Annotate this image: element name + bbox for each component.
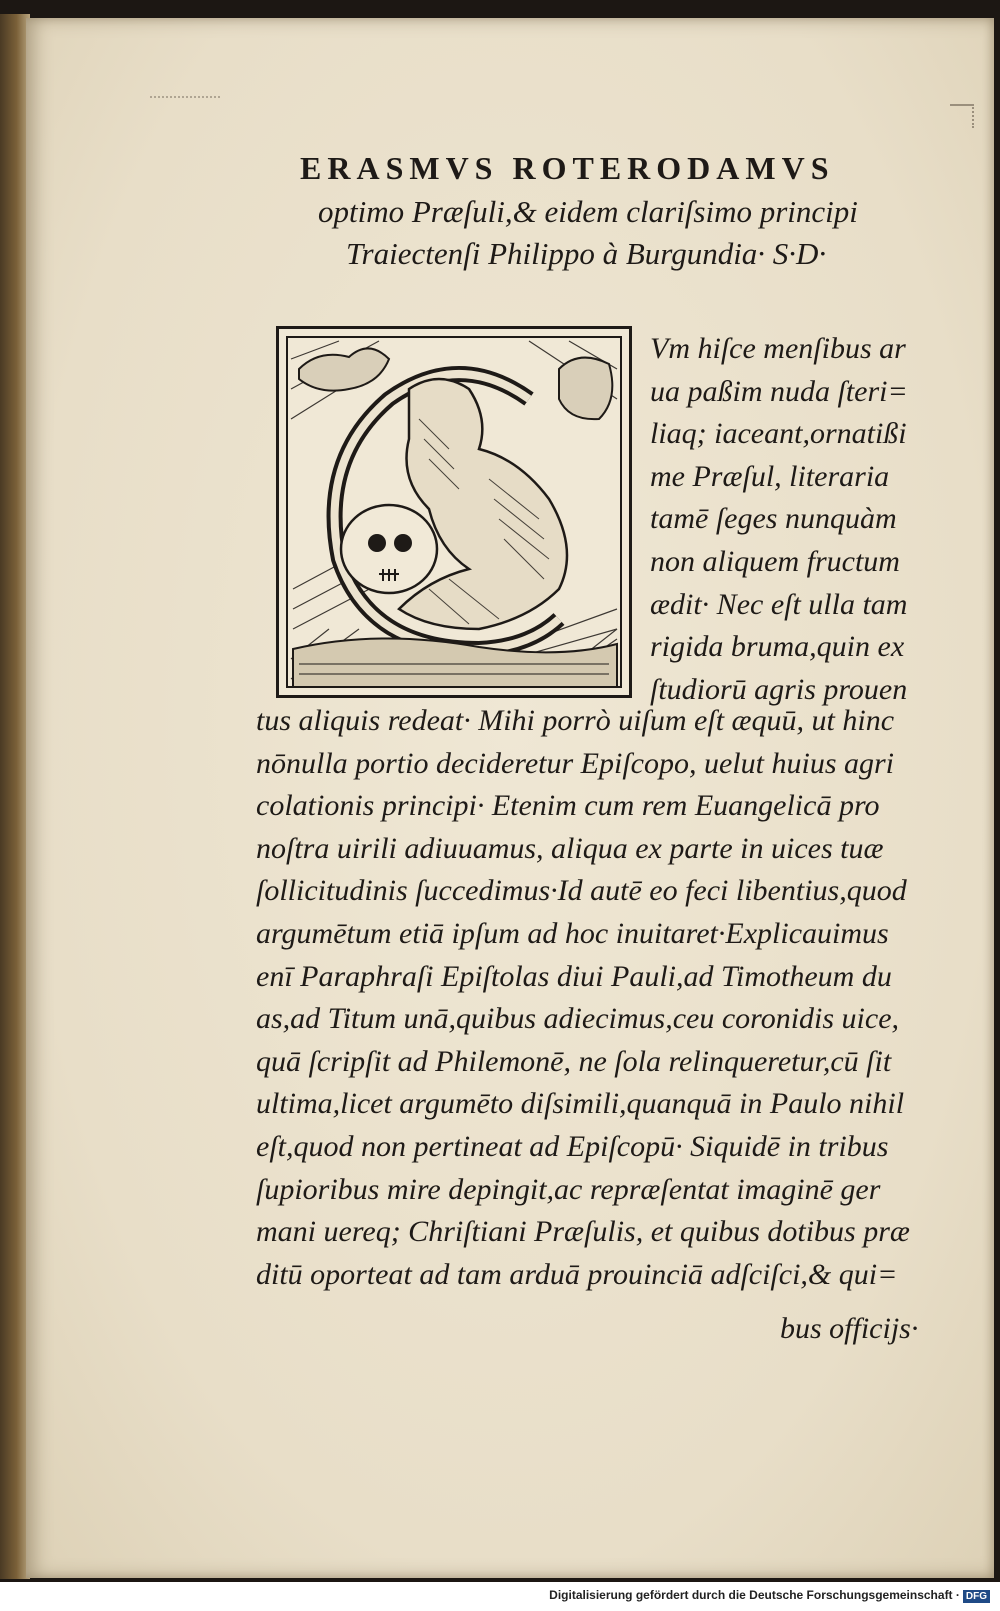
footer-credit [549,1588,990,1603]
dedication-line-1: optimo Præſuli,& eidem clariſsimo principi [318,194,858,229]
text-line: tamē ſeges nunquàm [650,502,897,536]
corner-mark [950,104,974,128]
woodcut-illustration [279,329,629,695]
catchword: bus officijs· [780,1312,919,1345]
text-line: me Præſul, literaria [650,459,890,493]
page-title: ERASMVS ROTERODAMVS [300,150,835,186]
text-line: colationis principi· Etenim cum rem Euangelicā pro [256,789,880,823]
body-text-block [256,700,916,1296]
text-line: quā ſcripſit ad Philemonē, ne ſola relinqueretur,cū ſit [256,1044,892,1078]
text-line: ſollicitudinis ſuccedimus·Id autē eo feci libentius,quod [256,874,907,908]
dedication-line-2: Traiectenſi Philippo à Burgundia· S·D· [346,236,827,271]
text-line: as,ad Titum unā,quibus adiecimus,ceu coronidis uice, [256,1002,900,1036]
text-line: rigida bruma,quin ex [650,630,905,664]
text-line: enī Paraphraſi Epiſtolas diui Pauli,ad Timotheum du [256,959,892,993]
text-line: ædit· Nec eſt ulla tam [650,587,908,621]
text-line: argumētum etiā ipſum ad hoc inuitaret·Explicauimus [256,916,889,950]
text-line: nōnulla portio decideretur Epiſcopo, uelut huius agri [256,746,894,780]
text-line: ſtudiorū agris prouen [650,672,908,706]
decorated-initial-icon [276,326,632,698]
bleed-through-mark [150,96,220,104]
text-line: Vm hiſce menſibus ar [650,332,906,365]
text-line: ultima,licet argumēto diſsimili,quanquā in Paulo nihil [256,1087,905,1121]
text-line: liaq; iaceant,ornatißi [650,417,907,451]
text-line: ditū oporteat ad tam arduā prouinciā adſciſci,& qui= [256,1257,898,1291]
text-line: mani uereq; Chriſtiani Præſulis, et quibus dotibus præ [256,1215,910,1249]
text-line: eſt,quod non pertineat ad Epiſcopū· Siquidē in tribus [256,1129,889,1163]
text-line: ua paßim nuda ſteri= [650,374,908,408]
side-text-block [650,328,930,711]
footer-text: Digitalisierung gefördert durch die Deutsche Forschungsgemeinschaft · [549,1588,960,1602]
text-line: noſtra uirili adiuuamus, aliqua ex parte in uices tuæ [256,831,884,865]
text-line: non aliquem fructum [650,544,900,578]
dfg-logo: DFG [963,1590,990,1603]
text-line: tus aliquis redeat· Mihi porrò uiſum eſt æquū, ut hinc [256,704,895,737]
text-line: ſupioribus mire depingit,ac repræſentat imaginē ger [256,1172,881,1206]
